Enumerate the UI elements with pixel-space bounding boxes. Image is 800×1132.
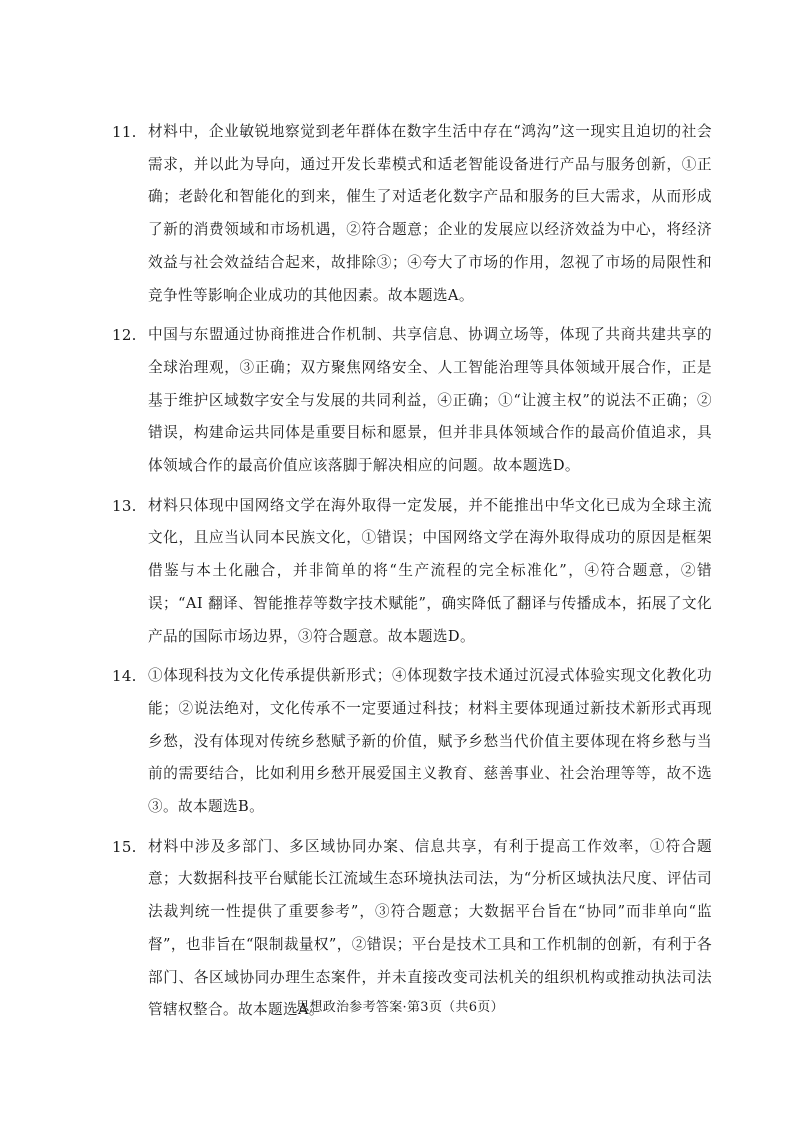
answer-explanation: 材料只体现中国网络文学在海外取得一定发展，并不能推出中华文化已成为全球主流文化，且应当认同本民族文化，①错误；中国网络文学在海外取得成功的原因是框架借鉴与本土化融合，并非简单的将“生产流程的完全标准化”，④符合题意，②错误；“AI 翻译、智能推荐等数字技术赋能”，确实降低了翻译与传播成本，拓展了文化产品的国际市场边界，③符合题意。故本题选D。 bbox=[148, 496, 712, 645]
answer-number: 11. bbox=[112, 123, 137, 141]
answer-number: 13. bbox=[112, 496, 137, 515]
answer-explanation: 中国与东盟通过协商推进合作机制、共享信息、协调立场等，体现了共商共建共享的全球治理观，③正确；双方聚焦网络安全、人工智能治理等具体领域开展合作，正是基于维护区域数字安全与发展的共同利益，④正确；①“让渡主权”的说法不正确；②错误，构建命运共同体是重要目标和愿景，但并非具体领域合作的最高价值追求，具体领域合作的最高价值应该落脚于解决相应的问题。故本题选D。 bbox=[148, 326, 712, 475]
answer-explanation: 材料中涉及多部门、多区域协同办案、信息共享，有利于提高工作效率，①符合题意；大数据科技平台赋能长江流域生态环境执法司法，为“分析区域执法尺度、评估司法裁判统一性提供了重要参考”，③符合题意；大数据平台旨在“协同”而非单向“监督”，也非旨在“限制裁量权”，②错误；平台是技术工具和工作机制的创新，有利于各部门、各区域协同办理生态案件，并未直接改变司法机关的组织机构或推动执法司法管辖权整合。故本题选A。 bbox=[148, 837, 712, 1019]
answer-item-14 bbox=[112, 660, 712, 824]
answer-list bbox=[112, 116, 712, 1034]
answer-number: 12. bbox=[112, 326, 137, 345]
answer-item-13 bbox=[112, 490, 712, 654]
answer-item-11 bbox=[112, 116, 712, 312]
answer-explanation: 材料中，企业敏锐地察觉到老年群体在数字生活中存在“鸿沟”这一现实且迫切的社会需求，并以此为导向，通过开发长辈模式和适老智能设备进行产品与服务创新，①正确；老龄化和智能化的到来，催生了对适老化数字产品和服务的巨大需求，从而形成了新的消费领域和市场机遇，②符合题意；企业的发展应以经济效益为中心，将经济效益与社会效益结合起来，故排除③；④夸大了市场的作用，忽视了市场的局限性和竞争性等影响企业成功的其他因素。故本题选A。 bbox=[148, 123, 712, 304]
answer-number: 14. bbox=[112, 667, 137, 686]
answer-explanation: ①体现科技为文化传承提供新形式；④体现数字技术通过沉浸式体验实现文化教化功能；②说法绝对，文化传承不一定要通过科技；材料主要体现通过新技术新形式再现乡愁，没有体现对传统乡愁赋予新的价值，赋予乡愁当代价值主要体现在将乡愁与当前的需要结合，比如利用乡愁开展爱国主义教育、慈善事业、社会治理等等，故不选③。故本题选B。 bbox=[148, 667, 712, 816]
page-footer: 思想政治参考答案·第3页（共6页） bbox=[296, 1000, 504, 1015]
answer-item-12 bbox=[112, 319, 712, 483]
answer-number: 15. bbox=[112, 837, 137, 856]
